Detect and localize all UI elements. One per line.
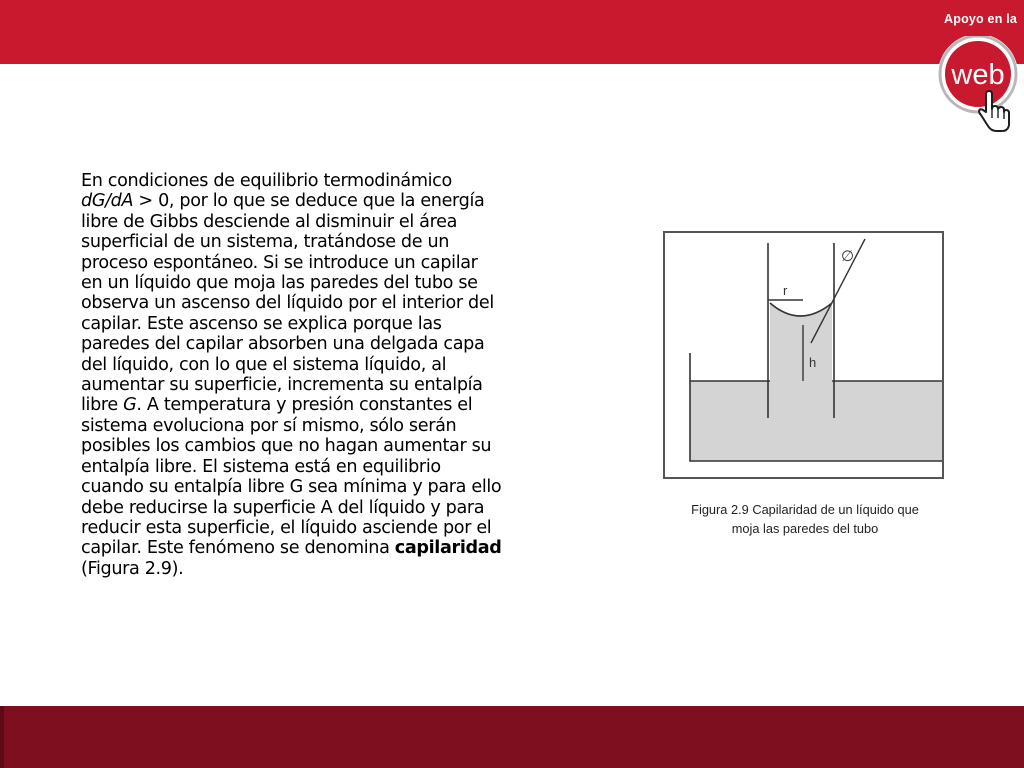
text-line: entalpía libre. El sistema está en equilibrio: [81, 456, 441, 477]
text-line: superficial de un sistema, tratándose de un: [81, 232, 450, 253]
caption-line: Figura 2.9 Capilaridad de un líquido que: [691, 502, 919, 517]
text-line: capilar. Este ascenso se explica porque las: [81, 313, 442, 334]
web-logo-text: web: [951, 59, 1005, 91]
text-fragment: . A temperatura y presión constantes el: [136, 395, 473, 416]
text-fragment: > 0, por lo que se deduce que la energía: [133, 191, 485, 212]
math-dg-da: dG/dA: [81, 191, 134, 212]
main-paragraph: [81, 171, 571, 579]
radius-label: r: [783, 283, 788, 298]
text-line: En condiciones de equilibrio termodinámico: [81, 171, 452, 191]
text-line: cuando su entalpía libre G sea mínima y para ello: [81, 477, 502, 498]
contact-angle-label: ∅: [841, 247, 855, 265]
text-line: del líquido, con lo que el sistema líquido, al: [81, 354, 447, 375]
text-line: debe reducirse la superficie A del líquido y para: [81, 497, 485, 518]
text-line: [81, 191, 571, 211]
text-fragment: capilar. Este fenómeno se denomina: [81, 538, 395, 559]
text-line: [81, 395, 571, 415]
bottom-banner-edge: [0, 706, 4, 768]
bottom-banner: [0, 706, 1024, 768]
height-label: h: [809, 355, 817, 370]
figure-caption: [660, 500, 950, 538]
text-line: libre de Gibbs desciende al disminuir el área: [81, 211, 458, 232]
text-line: (Figura 2.9).: [81, 558, 184, 579]
contact-angle-tangent: [811, 239, 865, 343]
text-line: aumentar su superficie, incrementa su entalpía: [81, 375, 483, 396]
text-line: reducir esta superficie, el líquido asciende por el: [81, 517, 492, 538]
text-line: [81, 538, 571, 558]
top-banner: [0, 0, 1024, 64]
text-fragment: libre: [81, 395, 124, 416]
math-g: G: [123, 395, 137, 416]
web-support-label: Apoyo en la: [944, 12, 1018, 26]
caption-line: moja las paredes del tubo: [731, 521, 879, 536]
term-capilaridad: capilaridad: [394, 538, 502, 559]
text-line: posibles los cambios que no hagan aumentar su: [81, 436, 492, 457]
text-line: paredes del capilar absorben una delgada capa: [81, 334, 485, 355]
text-line: en un líquido que moja las paredes del tubo se: [81, 273, 478, 294]
text-line: observa un ascenso del líquido por el interior del: [81, 293, 494, 314]
capillarity-figure: [663, 231, 944, 479]
text-line: proceso espontáneo. Si se introduce un capilar: [81, 252, 478, 273]
text-line: sistema evoluciona por sí mismo, sólo serán: [81, 415, 457, 436]
web-support-badge[interactable]: [936, 36, 1024, 138]
liquid-region: [690, 303, 942, 461]
